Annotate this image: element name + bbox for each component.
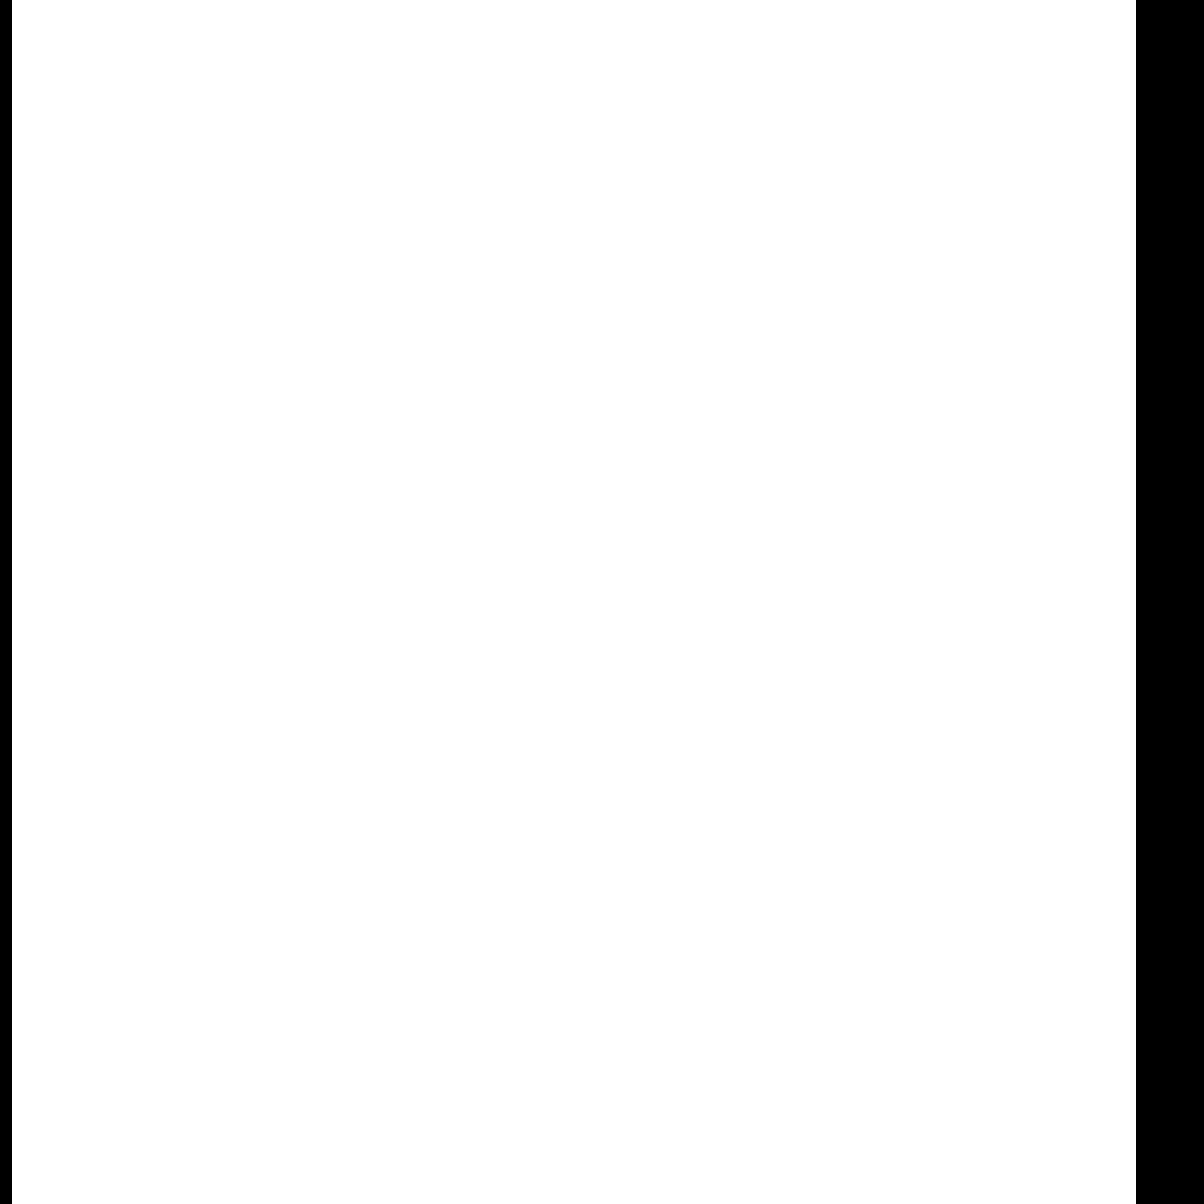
problem-table: [12, 0, 1136, 1204]
worksheet-page: [12, 0, 1136, 1204]
